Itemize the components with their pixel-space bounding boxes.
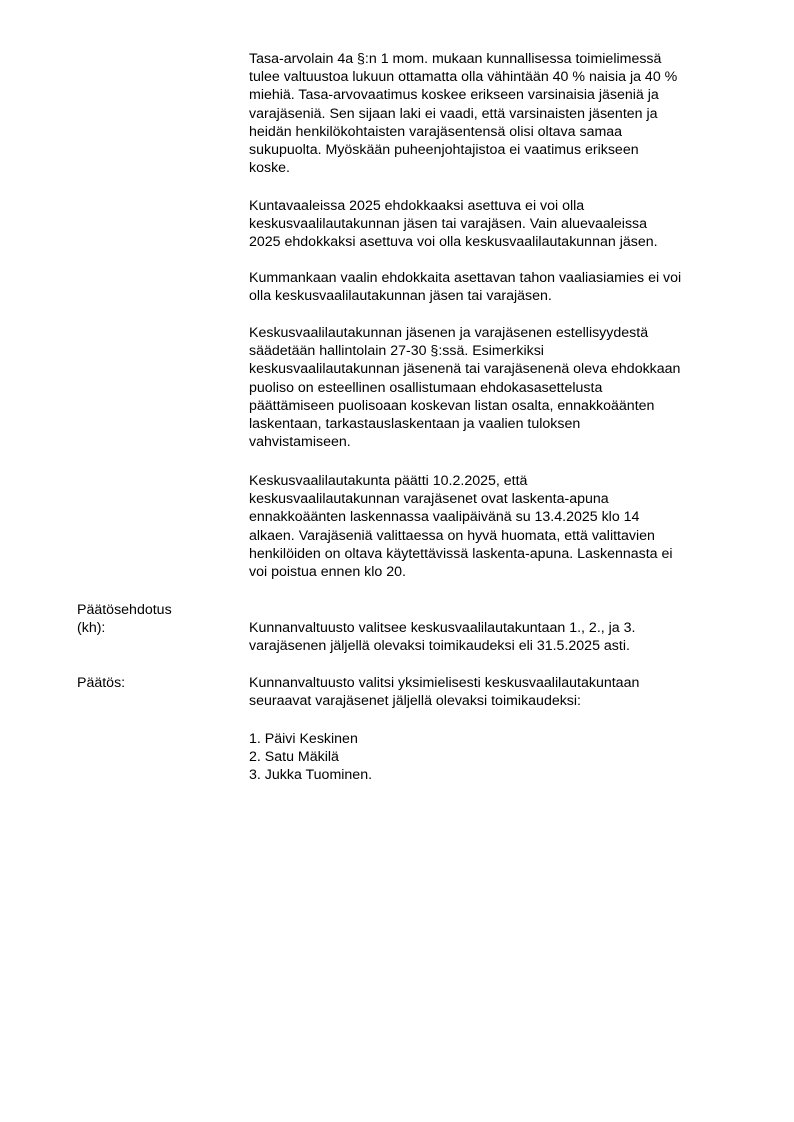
decision-label-text: Päätös: xyxy=(77,675,126,691)
paragraph-gender-equality xyxy=(249,50,749,177)
decision-line: Kunnanvaltuusto valitsi yksimielisesti keskusvaalilautakuntaan xyxy=(249,675,640,691)
paragraph-line: sukupuolta. Myöskään puheenjohtajistoa ei vaatimus erikseen xyxy=(249,142,639,159)
paragraph-line: Tasa-arvolain 4a §:n 1 mom. mukaan kunnallisessa toimielimessä xyxy=(249,51,662,67)
paragraph-line: laskentaan, tarkastauslaskentaan ja vaalien tuloksen xyxy=(249,416,581,433)
proposal-line: varajäsenen jäljellä olevaksi toimikaudeksi eli 31.5.2025 asti. xyxy=(249,638,630,655)
decision-text xyxy=(249,674,749,710)
paragraph-line: heidän henkilökohtaisten varajäsentensä olisi oltava samaa xyxy=(249,123,623,140)
paragraph-line: miehiä. Tasa-arvovaatimus koskee erikseen varsinaisia jäseniä ja xyxy=(249,87,659,104)
paragraph-line: säädetään hallintolain 27-30 §:ssä. Esimerkiksi xyxy=(249,343,544,360)
paragraph-line: päättämiseen puolisoaan koskevan listan osalta, ennakkoäänten xyxy=(249,397,655,414)
paragraph-line: koske. xyxy=(249,160,291,177)
paragraph-line: olla keskusvaalilautakunnan jäsen tai varajäsen. xyxy=(249,288,552,305)
paragraph-line: varajäseniä. Sen sijaan laki ei vaadi, että varsinaisten jäsenten ja xyxy=(249,105,658,122)
paragraph-line: alkaen. Varajäseniä valittaessa on hyvä huomata, että valittavien xyxy=(249,527,655,544)
paragraph-line: keskusvaalilautakunnan jäsenenä tai varajäsenenä oleva ehdokkaan xyxy=(249,361,681,378)
paragraph-line: voi poistua ennen klo 20. xyxy=(249,564,406,581)
paragraph-line: Keskusvaalilautakunta päätti 10.2.2025, että xyxy=(249,473,528,489)
proposal-label xyxy=(77,601,242,637)
paragraph-counting-assistance xyxy=(249,472,749,581)
member-list-item: 1. Päivi Keskinen xyxy=(249,731,358,747)
member-list xyxy=(249,730,749,785)
paragraph-line: Kuntavaaleissa 2025 ehdokkaaksi asettuva ei voi olla xyxy=(249,198,585,214)
paragraph-candidate-eligibility xyxy=(249,197,749,252)
paragraph-line: ennakkoäänten laskennassa vaalipäivänä su 13.4.2025 klo 14 xyxy=(249,509,640,526)
proposal-label-line: (kh): xyxy=(77,620,106,637)
paragraph-line: vahvistamiseen. xyxy=(249,434,351,451)
decision-label xyxy=(77,674,242,692)
proposal-line: Kunnanvaltuusto valitsee keskusvaalilautakuntaan 1., 2., ja 3. xyxy=(249,620,636,636)
proposal-text xyxy=(249,619,749,655)
paragraph-disqualification xyxy=(249,324,749,451)
paragraph-line: keskusvaalilautakunnan jäsen tai varajäsen. Vain aluevaaleissa xyxy=(249,216,648,233)
paragraph-line: 2025 ehdokkaksi asettuva voi olla keskusvaalilautakunnan jäsen. xyxy=(249,234,658,251)
member-list-item: 3. Jukka Tuominen. xyxy=(249,767,373,784)
member-list-item: 2. Satu Mäkilä xyxy=(249,749,339,766)
paragraph-election-agent xyxy=(249,269,749,305)
paragraph-line: puoliso on esteellinen osallistumaan ehdokasasettelusta xyxy=(249,379,603,396)
paragraph-line: Keskusvaalilautakunnan jäsenen ja varajäsenen estellisyydestä xyxy=(249,325,649,341)
paragraph-line: Kummankaan vaalin ehdokkaita asettavan tahon vaaliasiamies ei voi xyxy=(249,270,682,286)
proposal-label-line: Päätösehdotus xyxy=(77,602,172,618)
paragraph-line: keskusvaalilautakunnan varajäsenet ovat laskenta-apuna xyxy=(249,491,609,508)
decision-line: seuraavat varajäsenet jäljellä olevaksi toimikaudeksi: xyxy=(249,693,581,710)
paragraph-line: tulee valtuustoa lukuun ottamatta olla vähintään 40 % naisia ja 40 % xyxy=(249,69,678,86)
paragraph-line: henkilöiden on oltava käytettävissä laskenta-apuna. Laskennasta ei xyxy=(249,545,673,562)
